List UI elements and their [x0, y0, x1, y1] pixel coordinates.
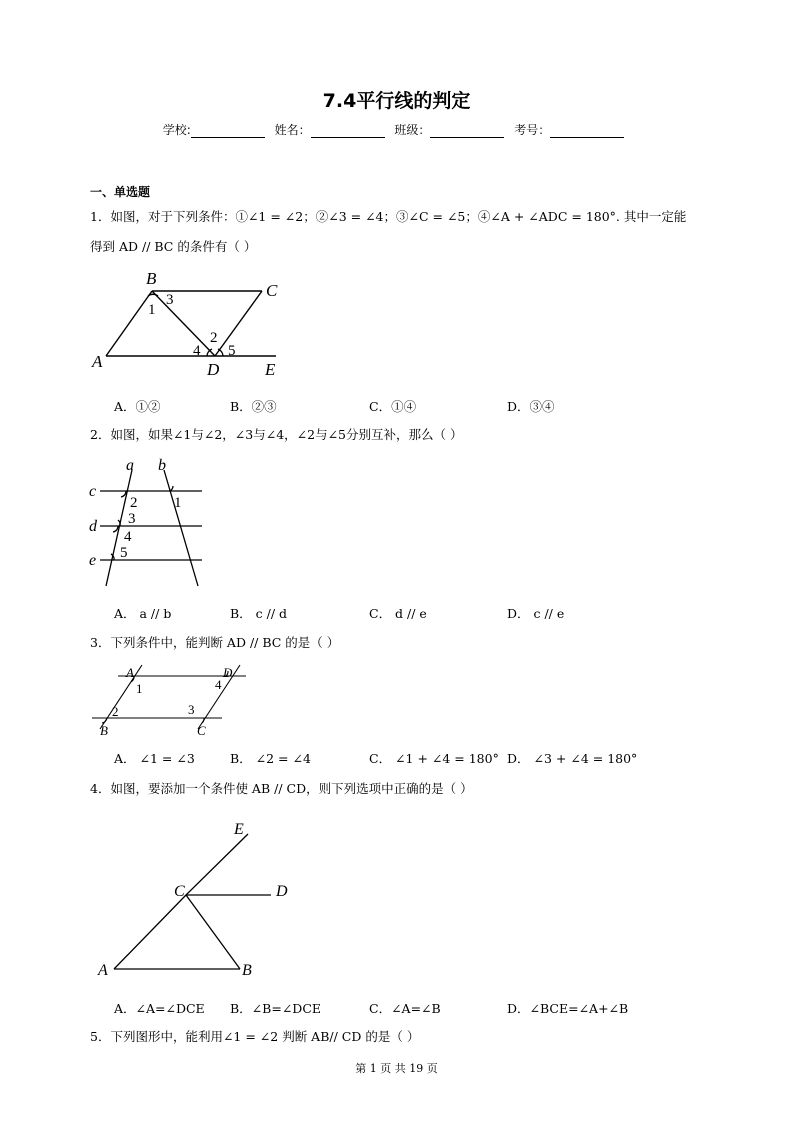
q3-option-c[interactable]: C． ∠1 + ∠4 = 180° — [369, 751, 499, 766]
q4-option-d[interactable]: D．∠BCE=∠A+∠B — [507, 1001, 629, 1016]
q1-label-E: E — [265, 360, 276, 379]
q3-label-A: A — [126, 665, 134, 680]
question-3-text: 3．下列条件中，能判断 AD // BC 的是（ ） — [90, 635, 340, 650]
q4-label-C: C — [174, 883, 185, 900]
q3-option-a[interactable]: A． ∠1 = ∠3 — [114, 751, 195, 766]
q2-angle-2: 2 — [130, 495, 138, 511]
q1-angle-3: 3 — [166, 292, 174, 308]
q1-angle-4: 4 — [193, 343, 201, 359]
question-5-text: 5．下列图形中，能利用∠1 = ∠2 判断 AB// CD 的是（ ） — [90, 1029, 420, 1044]
q3-label-C: C — [197, 723, 206, 738]
q3-angle-1: 1 — [136, 681, 143, 696]
q1-label-D: D — [207, 360, 220, 379]
page-footer: 第 1 页 共 19 页 — [355, 1062, 438, 1075]
q1-option-b[interactable]: B．②③ — [230, 399, 277, 414]
q2-label-a: a — [126, 457, 134, 474]
q2-label-c: c — [89, 483, 97, 500]
q4-option-a[interactable]: A．∠A=∠DCE — [114, 1001, 205, 1016]
q3-option-b[interactable]: B． ∠2 = ∠4 — [230, 751, 311, 766]
question-1-figure — [88, 266, 298, 378]
q1-option-a[interactable]: A．①② — [114, 399, 161, 414]
question-1-text-line1: 1．如图，对于下列条件：①∠1 = ∠2；②∠3 = ∠4；③∠C = ∠5；④∠A + ∠ADC = 180°. 其中一定能 — [90, 209, 687, 224]
page-title: 7.4平行线的判定 — [322, 90, 471, 112]
q1-angle-5: 5 — [228, 343, 236, 359]
q4-option-b[interactable]: B．∠B=∠DCE — [230, 1001, 322, 1016]
question-3-figure — [88, 661, 253, 737]
question-1-text-line2: 得到 AD // BC 的条件有（ ） — [90, 239, 257, 254]
q1-angle-2: 2 — [210, 330, 218, 346]
name-field[interactable] — [311, 125, 385, 138]
q1-label-B: B — [146, 269, 157, 288]
q3-label-D: D — [223, 665, 233, 680]
school-field[interactable] — [191, 125, 265, 138]
q2-angle-3: 3 — [128, 511, 136, 527]
question-4-text: 4．如图，要添加一个条件使 AB // CD，则下列选项中正确的是（ ） — [90, 781, 473, 796]
q2-option-a[interactable]: A． a // b — [114, 606, 172, 621]
q2-label-b: b — [158, 457, 166, 474]
q4-label-A: A — [98, 962, 108, 979]
q2-angle-5: 5 — [120, 545, 128, 561]
q1-option-c[interactable]: C．①④ — [369, 399, 417, 414]
q3-angle-4: 4 — [215, 677, 222, 692]
q2-option-b[interactable]: B． c // d — [230, 606, 288, 621]
school-label: 学校: — [162, 123, 191, 137]
q2-angle-1: 1 — [174, 495, 182, 511]
q4-label-B: B — [242, 962, 252, 979]
q2-angle-4: 4 — [124, 529, 132, 545]
class-label: 班级： — [394, 123, 431, 137]
q1-label-A: A — [92, 352, 103, 371]
q1-option-d[interactable]: D．③④ — [507, 399, 555, 414]
header-fields — [0, 121, 793, 138]
q4-label-D: D — [276, 883, 288, 900]
exam-number-field[interactable] — [550, 125, 624, 138]
q2-label-d: d — [89, 518, 97, 535]
q3-option-d[interactable]: D． ∠3 + ∠4 = 180° — [507, 751, 638, 766]
question-2-text: 2．如图，如果∠1与∠2，∠3与∠4，∠2与∠5分别互补，那么（ ） — [90, 427, 463, 442]
name-label: 姓名： — [274, 123, 311, 137]
question-2-figure — [88, 456, 218, 591]
q1-angle-1: 1 — [148, 302, 156, 318]
section-title: 一、单选题 — [90, 185, 151, 199]
q4-option-c[interactable]: C．∠A=∠B — [369, 1001, 441, 1016]
question-4-figure — [88, 812, 298, 982]
q3-label-B: B — [100, 723, 108, 738]
q3-angle-2: 2 — [112, 704, 119, 719]
q4-label-E: E — [234, 821, 244, 838]
q2-option-c[interactable]: C． d // e — [369, 606, 427, 621]
exam-number-label: 考号： — [514, 123, 551, 137]
q1-label-C: C — [266, 281, 278, 300]
q2-label-e: e — [89, 552, 97, 569]
class-field[interactable] — [430, 125, 504, 138]
q2-option-d[interactable]: D． c // e — [507, 606, 565, 621]
q3-angle-3: 3 — [188, 702, 195, 717]
